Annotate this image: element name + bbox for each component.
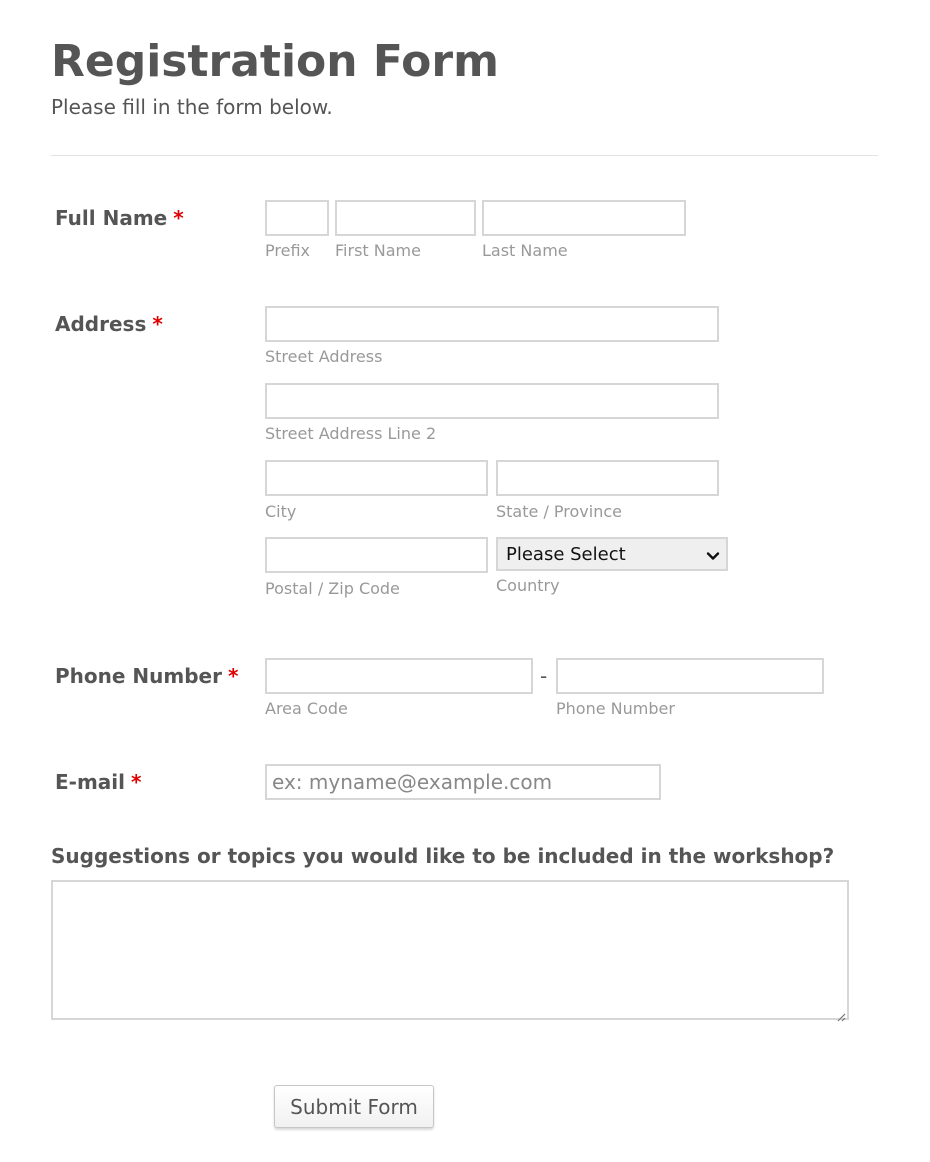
prefix-input[interactable] [265, 200, 329, 236]
country-select[interactable] [496, 537, 728, 571]
required-marker: * [173, 206, 184, 230]
phone-separator: - [540, 664, 548, 688]
phone-number-input[interactable] [556, 658, 824, 694]
address-label [55, 312, 163, 336]
email-input[interactable] [265, 764, 661, 800]
page-title: Registration Form [51, 36, 499, 87]
chevron-down-icon [706, 547, 720, 561]
required-marker: * [152, 312, 163, 336]
full-name-label [55, 206, 184, 230]
last-name-sublabel: Last Name [482, 241, 568, 260]
phone-label-text: Phone Number [55, 664, 222, 688]
resize-grip-icon[interactable] [836, 1007, 846, 1017]
email-label [55, 770, 141, 794]
phone-label [55, 664, 238, 688]
street-address-sublabel: Street Address [265, 347, 383, 366]
address-label-text: Address [55, 312, 147, 336]
prefix-sublabel: Prefix [265, 241, 310, 260]
required-marker: * [131, 770, 142, 794]
full-name-label-text: Full Name [55, 206, 168, 230]
area-code-input[interactable] [265, 658, 533, 694]
header-divider [51, 155, 878, 156]
required-marker: * [227, 664, 239, 688]
submit-form-button[interactable]: Submit Form [274, 1085, 434, 1128]
street-address-line2-input[interactable] [265, 383, 719, 419]
phone-number-sublabel: Phone Number [556, 699, 675, 718]
postal-code-sublabel: Postal / Zip Code [265, 579, 400, 598]
area-code-sublabel: Area Code [265, 699, 348, 718]
state-province-input[interactable] [496, 460, 719, 496]
suggestions-label: Suggestions or topics you would like to be included in the workshop? [51, 844, 835, 868]
last-name-input[interactable] [482, 200, 686, 236]
street-address-input[interactable] [265, 306, 719, 342]
first-name-input[interactable] [335, 200, 476, 236]
country-sublabel: Country [496, 576, 560, 595]
email-label-text: E-mail [55, 770, 126, 794]
city-sublabel: City [265, 502, 297, 521]
country-select-value: Please Select [506, 543, 626, 565]
city-input[interactable] [265, 460, 488, 496]
first-name-sublabel: First Name [335, 241, 421, 260]
state-province-sublabel: State / Province [496, 502, 622, 521]
suggestions-textarea[interactable] [51, 880, 849, 1020]
postal-code-input[interactable] [265, 537, 488, 573]
page-subtitle: Please fill in the form below. [51, 95, 333, 119]
street-address-line2-sublabel: Street Address Line 2 [265, 424, 437, 443]
